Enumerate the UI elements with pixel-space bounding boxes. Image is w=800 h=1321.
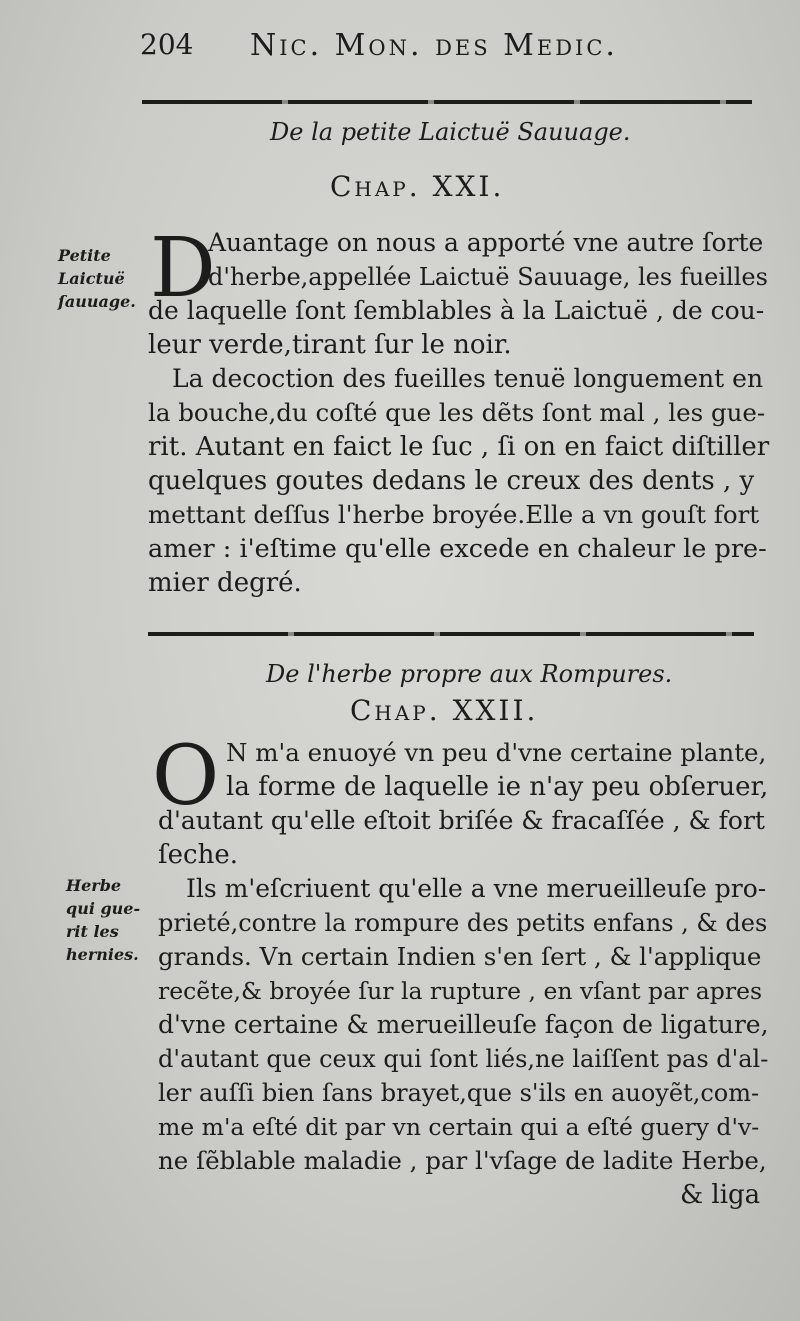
margin-note-line: hernies. — [66, 945, 139, 964]
chapter-title: De la petite Laictuë Sauuage. — [270, 118, 631, 146]
catchword: & liga — [680, 1180, 761, 1210]
page-number: 204 — [140, 28, 194, 61]
text-line: d'vne certaine & merueilleuſe façon de ligature, — [158, 1010, 769, 1039]
text-line: d'herbe,appellée Laictuë Sauuage, les fueilles — [208, 263, 768, 291]
text-line: prieté,contre la rompure des petits enfans , & des — [158, 909, 768, 937]
running-title: Nic. Mon. des Medic. — [250, 28, 618, 63]
margin-note-line: rit les — [66, 922, 119, 941]
text-line: mier degré. — [148, 568, 302, 598]
text-line: amer : i'eſtime qu'elle excede en chaleur le pre- — [148, 534, 767, 564]
text-line: rit. Autant en faict le ſuc , ſi on en faict diſtiller — [148, 432, 770, 462]
drop-cap: O — [152, 729, 220, 824]
text-line: ler auſſi bien ſans brayet,que s'ils en auoyẽt,com- — [158, 1079, 760, 1107]
text-line: mettant deſſus l'herbe broyée.Elle a vn gouſt fort — [148, 500, 760, 529]
text-line: d'autant que ceux qui ſont liés,ne laiſſent pas d'al- — [158, 1045, 769, 1073]
text-line: ſeche. — [158, 840, 238, 870]
text-line: de laquelle ſont ſemblables à la Laictuë , de cou- — [148, 296, 765, 325]
text-line: Auantage on nous a apporté vne autre ſorte — [208, 228, 764, 257]
text-line: quelques goutes dedans le creux des dents , y — [148, 466, 755, 496]
margin-note-line: qui gue- — [66, 899, 141, 918]
text-line: recẽte,& broyée ſur la rupture , en vſant par apres — [158, 977, 763, 1005]
text-line: grands. Vn certain Indien s'en ſert , & l'applique — [158, 942, 762, 971]
margin-note-line: ſauuage. — [58, 292, 136, 311]
text-line: N m'a enuoyé vn peu d'vne certaine plante, — [226, 738, 767, 767]
chapter-title: De l'herbe propre aux Rompures. — [266, 660, 673, 688]
text-line: ne ſẽblable maladie , par l'vſage de ladite Herbe, — [158, 1146, 767, 1175]
text-line: Ils m'eſcriuent qu'elle a vne merueilleuſe pro- — [186, 874, 767, 903]
text-line: la forme de laquelle ie n'ay peu obſeruer, — [226, 772, 769, 802]
margin-note — [66, 874, 140, 966]
text-line: leur verde,tirant ſur le noir. — [148, 330, 512, 360]
chapter-number: Chap. XXII. — [350, 694, 539, 727]
text-line: d'autant qu'elle eſtoit briſée & fracaſſée , & fort — [158, 806, 765, 835]
section-rule — [148, 632, 754, 636]
text-line: La decoction des fueilles tenuë longuement en — [172, 364, 764, 393]
margin-note-line: Petite — [58, 246, 111, 265]
top-rule — [142, 100, 752, 104]
chapter-number: Chap. XXI. — [330, 170, 505, 203]
margin-note-line: Herbe — [66, 876, 122, 895]
margin-note — [58, 244, 136, 313]
drop-cap: D — [150, 221, 216, 316]
text-line: me m'a eſté dit par vn certain qui a eſté guery d'v- — [158, 1113, 760, 1141]
page-header — [140, 28, 760, 68]
margin-note-line: Laictuë — [58, 269, 125, 288]
text-line: la bouche,du coſté que les dẽts ſont mal , les gue- — [148, 398, 766, 427]
